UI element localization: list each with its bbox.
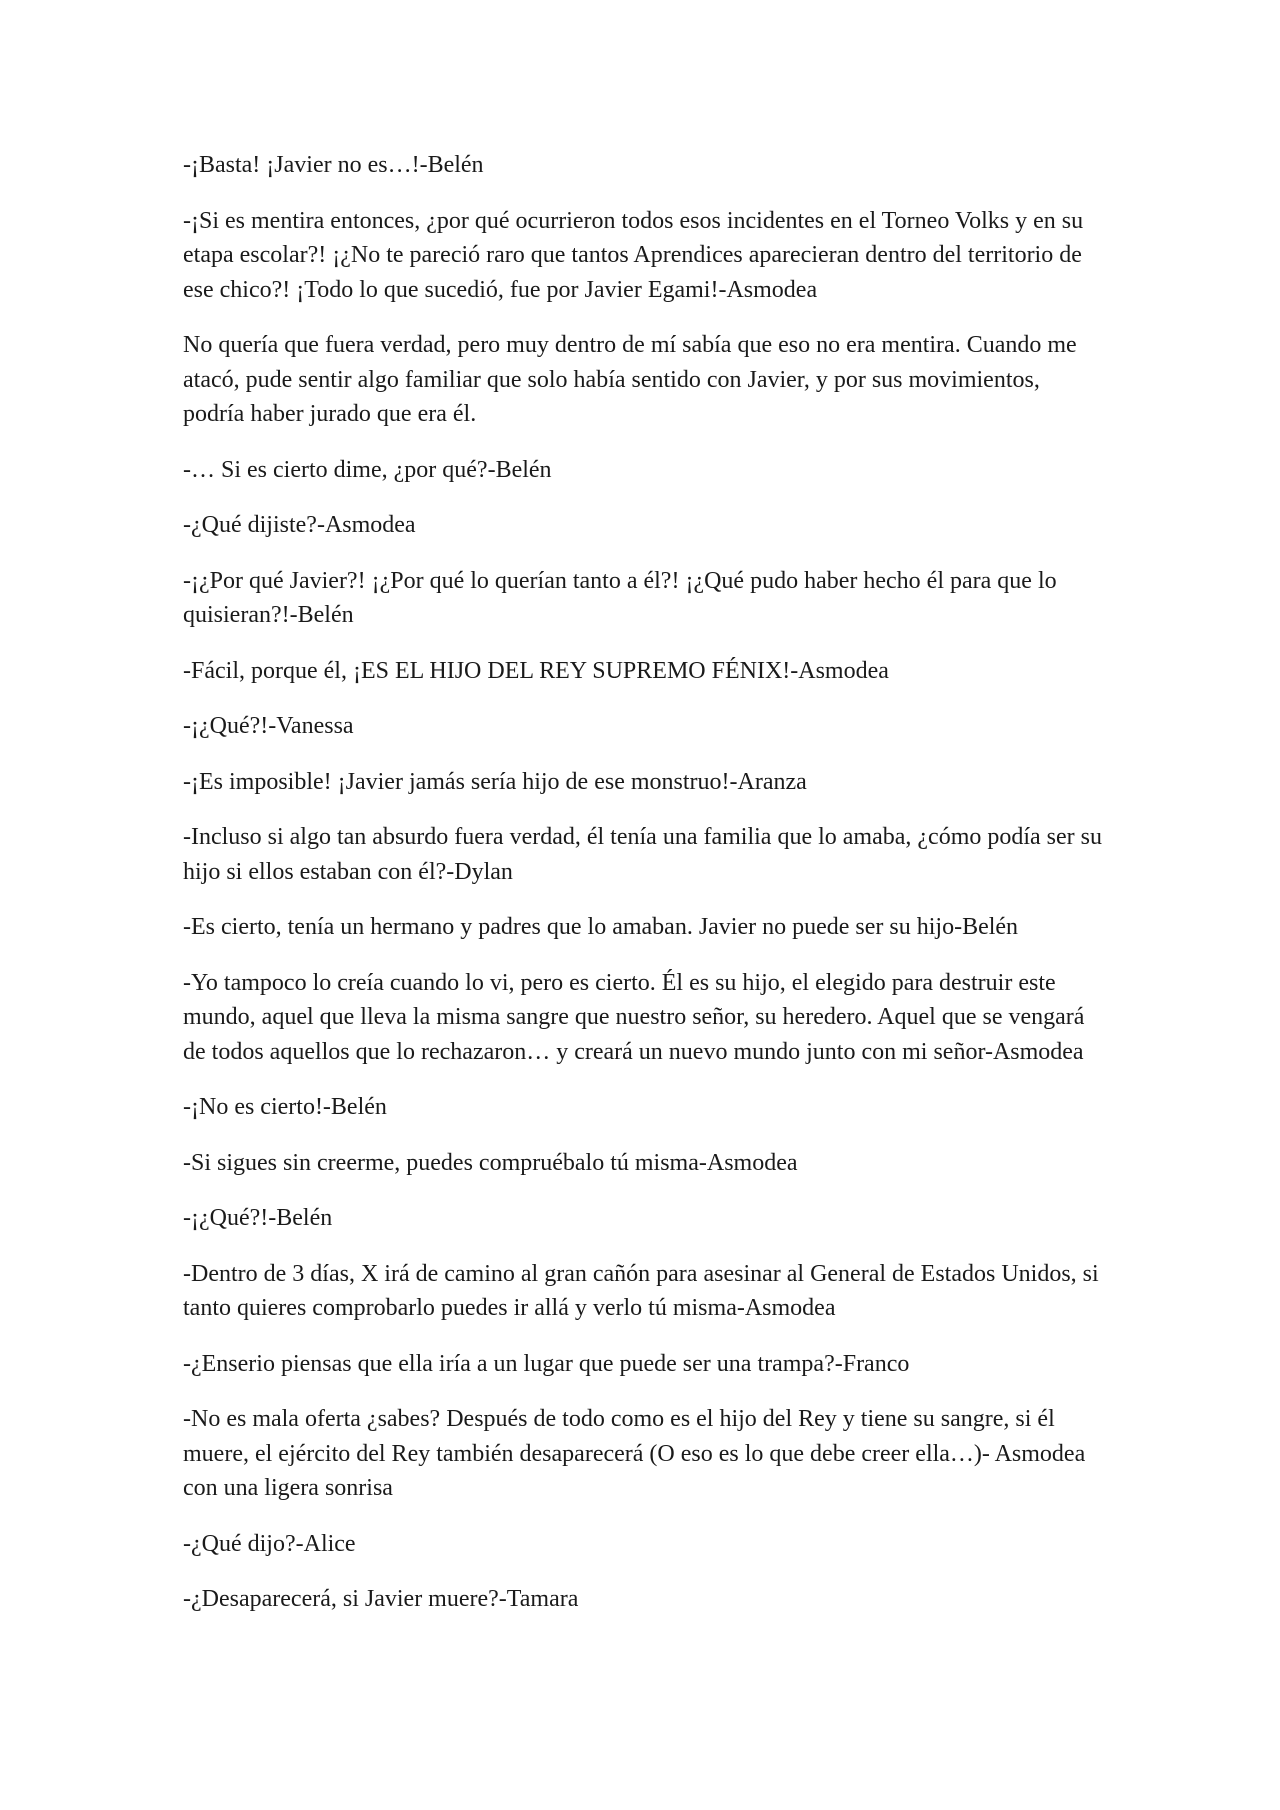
paragraph: -¡Si es mentira entonces, ¿por qué ocurrieron todos esos incidentes en el Torneo Volks y en su etapa escolar?! ¡¿No te pareció raro que tantos Aprendices aparecieran dentro del territorio de ese chico?! ¡Todo lo que sucedió, fue por Javier Egami!-Asmodea bbox=[183, 207, 1084, 303]
paragraph: -Si sigues sin creerme, puedes compruébalo tú misma-Asmodea bbox=[183, 1149, 798, 1176]
paragraph: -Es cierto, tenía un hermano y padres que lo amaban. Javier no puede ser su hijo-Belén bbox=[183, 914, 1019, 940]
paragraph: -¡No es cierto!-Belén bbox=[183, 1094, 387, 1120]
text-body bbox=[183, 148, 1103, 1638]
paragraph: -¡Basta! ¡Javier no es…!-Belén bbox=[183, 152, 484, 178]
paragraph: -¿Qué dijiste?-Asmodea bbox=[183, 512, 416, 538]
paragraph: -¡¿Por qué Javier?! ¡¿Por qué lo querían tanto a él?! ¡¿Qué pudo haber hecho él para que lo quisieran?!-Belén bbox=[183, 567, 1057, 628]
paragraph: -¡¿Qué?!-Vanessa bbox=[183, 713, 354, 739]
paragraph: -¿Enserio piensas que ella iría a un lugar que puede ser una trampa?-Franco bbox=[183, 1350, 910, 1377]
paragraph: -Incluso si algo tan absurdo fuera verdad, él tenía una familia que lo amaba, ¿cómo podía ser su hijo si ellos estaban con él?-Dylan bbox=[183, 824, 1103, 885]
paragraph: -¡Es imposible! ¡Javier jamás sería hijo de ese monstruo!-Aranza bbox=[183, 768, 807, 795]
paragraph: -… Si es cierto dime, ¿por qué?-Belén bbox=[183, 456, 552, 483]
paragraph: -¿Qué dijo?-Alice bbox=[183, 1530, 356, 1557]
paragraph: No quería que fuera verdad, pero muy dentro de mí sabía que eso no era mentira. Cuando me atacó, pude sentir algo familiar que solo había sentido con Javier, y por sus movimientos, podría haber jurado que era él. bbox=[183, 332, 1077, 427]
paragraph: -No es mala oferta ¿sabes? Después de todo como es el hijo del Rey y tiene su sangre, si él muere, el ejército del Rey también desaparecerá (O eso es lo que debe creer ella…)- Asmodea con una ligera sonrisa bbox=[183, 1406, 1086, 1501]
paragraph: -Fácil, porque él, ¡ES EL HIJO DEL REY SUPREMO FÉNIX!-Asmodea bbox=[183, 657, 889, 684]
paragraph: -Yo tampoco lo creía cuando lo vi, pero es cierto. Él es su hijo, el elegido para destruir este mundo, aquel que lleva la misma sangre que nuestro señor, su heredero. Aquel que se vengará de todos aquellos que lo rechazaron… y creará un nuevo mundo junto con mi señor-Asmodea bbox=[183, 969, 1085, 1065]
paragraph: -¡¿Qué?!-Belén bbox=[183, 1205, 333, 1231]
paragraph: -¿Desaparecerá, si Javier muere?-Tamara bbox=[183, 1586, 579, 1612]
paragraph: -Dentro de 3 días, X irá de camino al gran cañón para asesinar al General de Estados Unidos, si tanto quieres comprobarlo puedes ir allá y verlo tú misma-Asmodea bbox=[183, 1260, 1099, 1321]
